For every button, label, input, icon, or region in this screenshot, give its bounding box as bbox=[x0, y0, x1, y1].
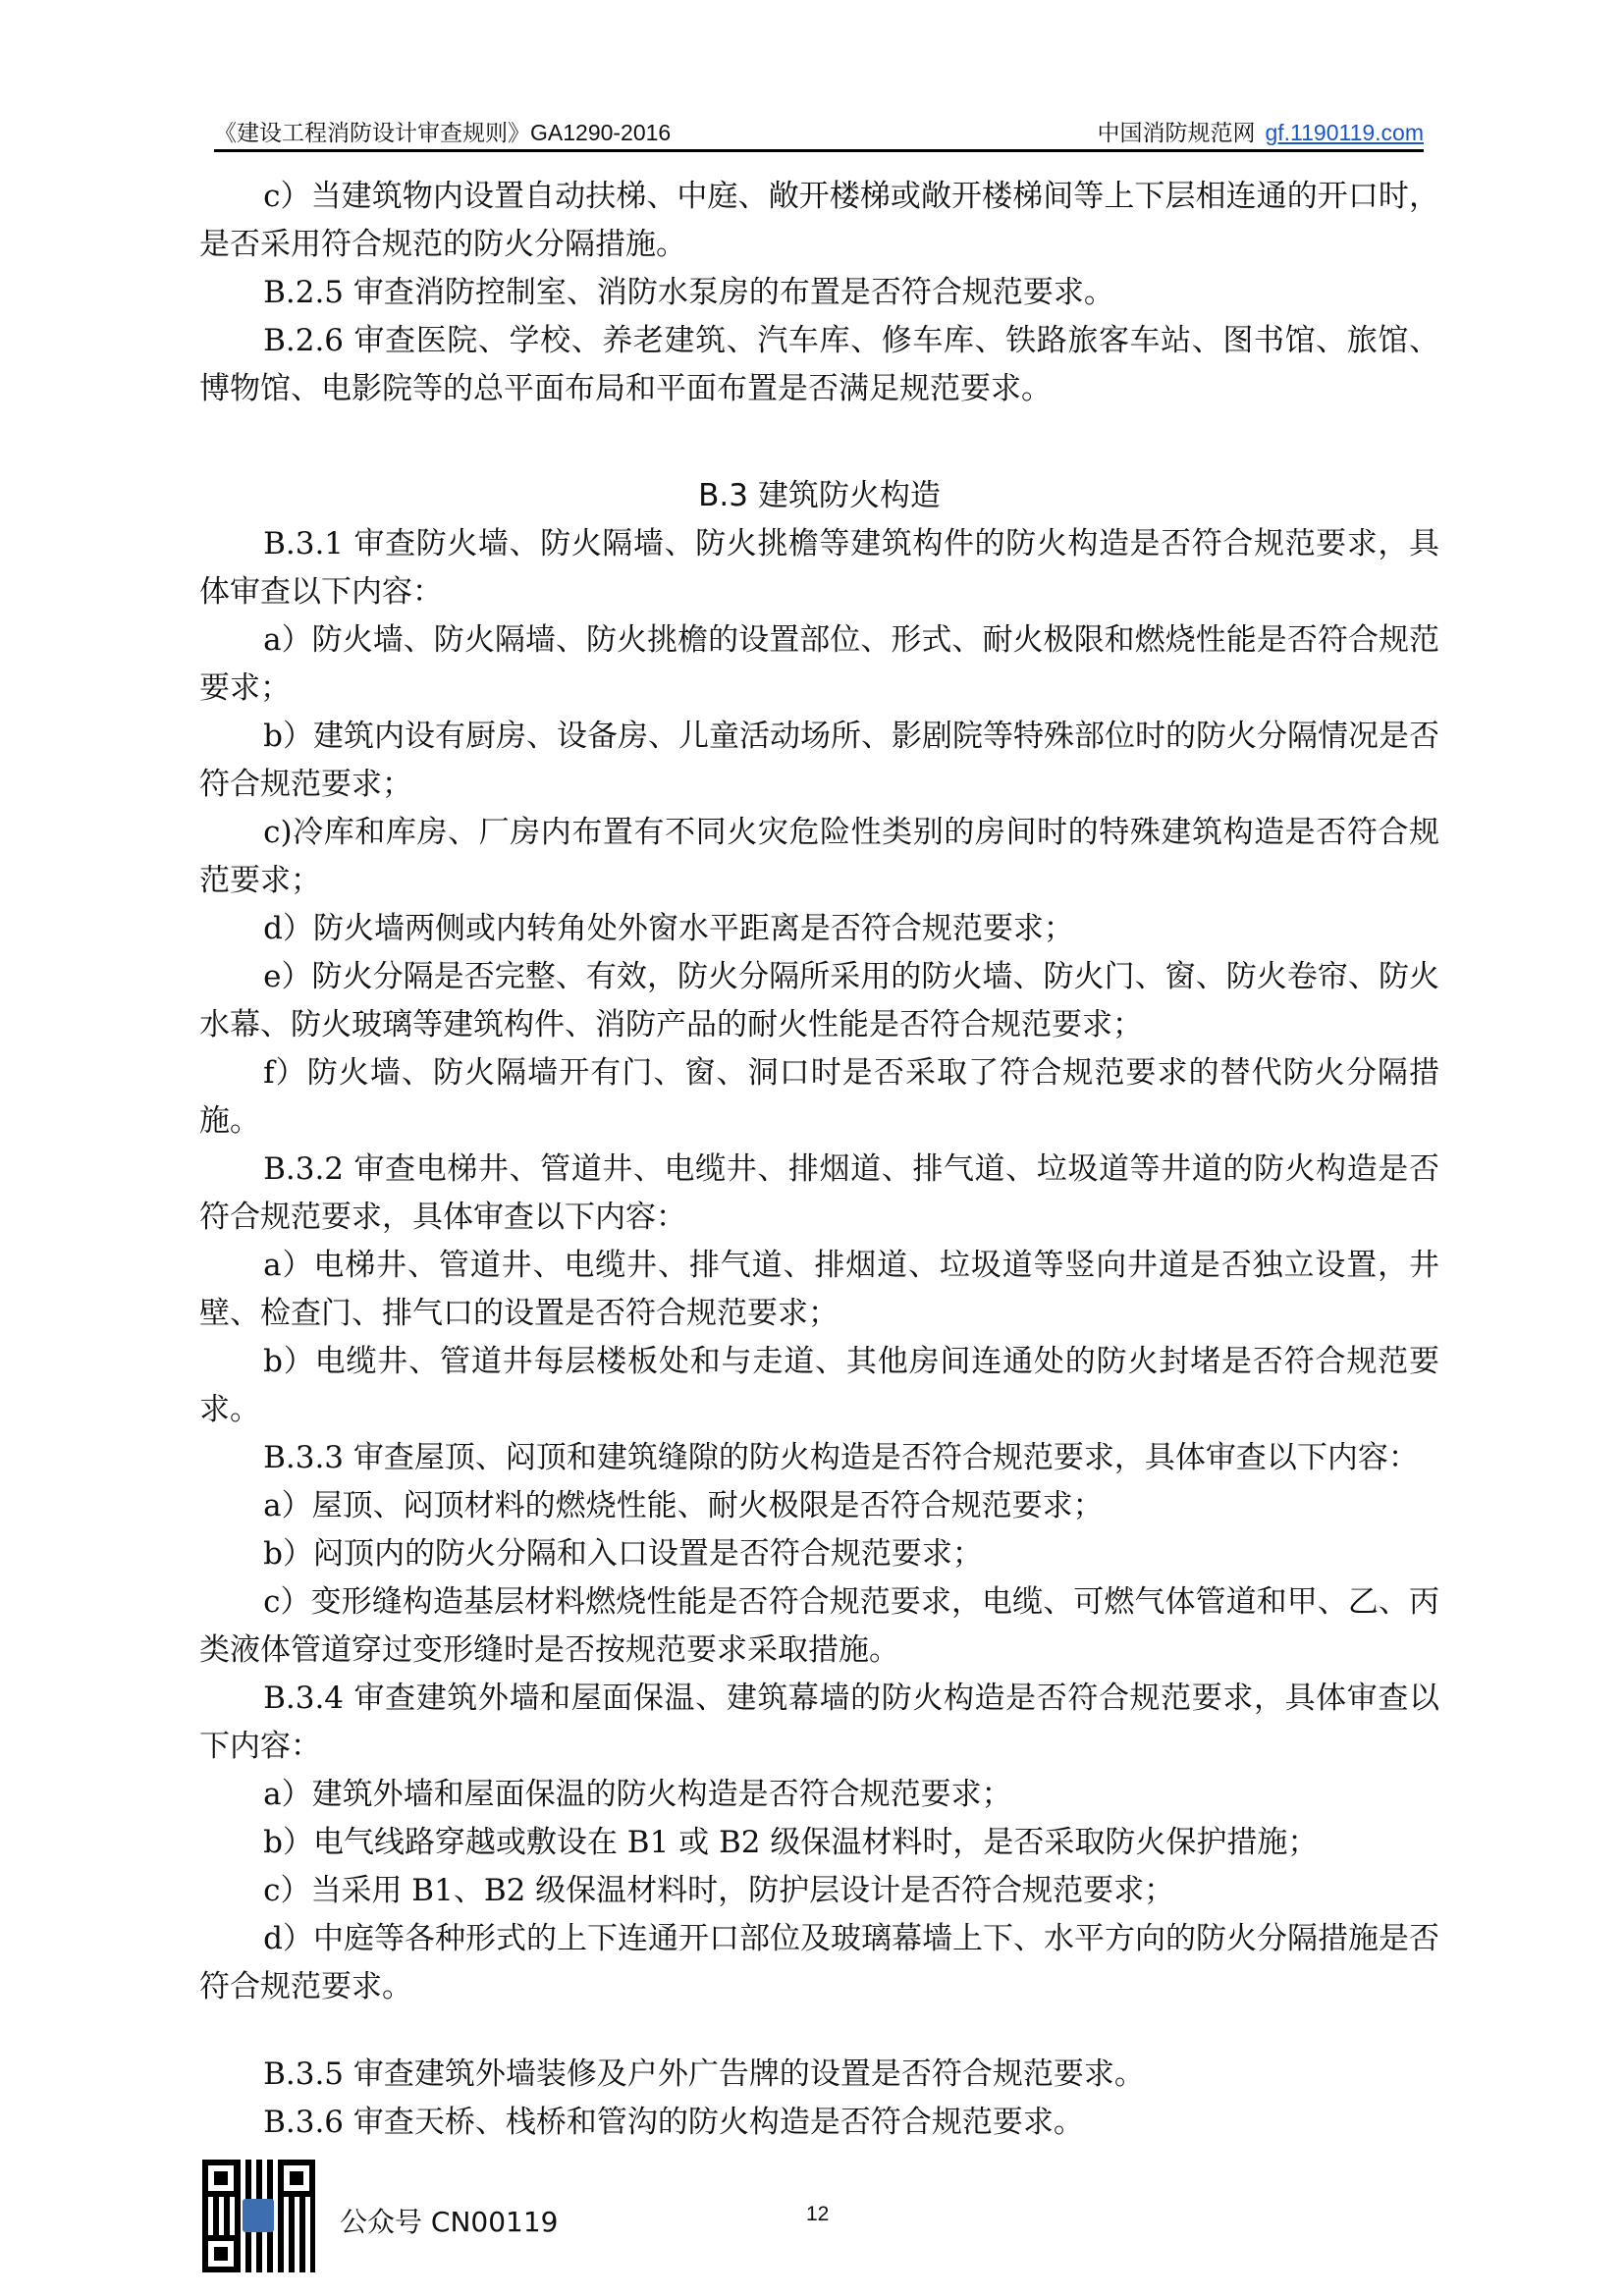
site-name: 中国消防规范网 bbox=[1097, 120, 1256, 145]
wechat-account: 公众号 CN00119 bbox=[340, 2206, 559, 2238]
paragraph: c）当采用 B1、B2 级保温材料时，防护层设计是否符合规范要求； bbox=[263, 1873, 1175, 1908]
paragraph: B.3.2 审查电梯井、管道井、电缆井、排烟道、排气道、垃圾道等井道的防火构造是否符合规范要求，具体审查以下内容： bbox=[199, 1151, 1439, 1235]
paragraph: b）电气线路穿越或敷设在 B1 或 B2 级保温材料时，是否采取防火保护措施； bbox=[263, 1825, 1319, 1860]
site-link[interactable]: gf.1190119.com bbox=[1265, 120, 1424, 145]
paragraph: B.3.3 审查屋顶、闷顶和建筑缝隙的防火构造是否符合规范要求，具体审查以下内容： bbox=[263, 1440, 1419, 1475]
document-body bbox=[199, 173, 1439, 2147]
paragraph: b）电缆井、管道井每层楼板处和与走道、其他房间连通处的防火封堵是否符合规范要求。 bbox=[199, 1344, 1439, 1427]
paragraph: a）防火墙、防火隔墙、防火挑檐的设置部位、形式、耐火极限和燃烧性能是否符合规范要求； bbox=[199, 622, 1439, 706]
qr-code-icon bbox=[202, 2160, 315, 2272]
paragraph: d）中庭等各种形式的上下连通开口部位及玻璃幕墙上下、水平方向的防火分隔措施是否符合规范要求。 bbox=[199, 1921, 1439, 2004]
paragraph: b）建筑内设有厨房、设备房、儿童活动场所、影剧院等特殊部位时的防火分隔情况是否符合规范要求； bbox=[199, 719, 1439, 802]
paragraph: B.3.4 审查建筑外墙和屋面保温、建筑幕墙的防火构造是否符合规范要求，具体审查以下内容： bbox=[199, 1681, 1439, 1764]
paragraph: a）屋顶、闷顶材料的燃烧性能、耐火极限是否符合规范要求； bbox=[263, 1488, 1104, 1523]
paragraph: B.3.6 审查天桥、栈桥和管沟的防火构造是否符合规范要求。 bbox=[263, 2105, 1084, 2140]
page-number: 12 bbox=[806, 2203, 830, 2225]
logo-icon bbox=[243, 2199, 274, 2232]
section-heading: B.3 建筑防火构造 bbox=[698, 478, 941, 513]
paragraph: a）建筑外墙和屋面保温的防火构造是否符合规范要求； bbox=[263, 1777, 1012, 1812]
page-footer bbox=[202, 2160, 1086, 2277]
paragraph: B.3.5 审查建筑外墙装修及户外广告牌的设置是否符合规范要求。 bbox=[263, 2056, 1145, 2092]
paragraph: a）电梯井、管道井、电缆井、排气道、排烟道、垃圾道等竖向井道是否独立设置，井壁、检查门、排气口的设置是否符合规范要求； bbox=[199, 1248, 1439, 1331]
paragraph: f）防火墙、防火隔墙开有门、窗、洞口时是否采取了符合规范要求的替代防火分隔措施。 bbox=[199, 1055, 1439, 1139]
paragraph: d）防火墙两侧或内转角处外窗水平距离是否符合规范要求； bbox=[263, 911, 1074, 946]
paragraph: B.3.1 审查防火墙、防火隔墙、防火挑檐等建筑构件的防火构造是否符合规范要求，具体审查以下内容： bbox=[199, 526, 1439, 610]
paragraph: c)冷库和库房、厂房内布置有不同火灾危险性类别的房间时的特殊建筑构造是否符合规范要求； bbox=[199, 815, 1439, 898]
paragraph: B.2.6 审查医院、学校、养老建筑、汽车库、修车库、铁路旅客车站、图书馆、旅馆、博物馆、电影院等的总平面布局和平面布置是否满足规范要求。 bbox=[199, 323, 1439, 406]
paragraph: e）防火分隔是否完整、有效，防火分隔所采用的防火墙、防火门、窗、防火卷帘、防火水幕、防火玻璃等建筑构件、消防产品的耐火性能是否符合规范要求； bbox=[199, 959, 1439, 1042]
paragraph: b）闷顶内的防火分隔和入口设置是否符合规范要求； bbox=[263, 1536, 983, 1572]
document-title: 《建设工程消防设计审查规则》GA1290-2016 bbox=[214, 120, 672, 145]
paragraph: c）变形缝构造基层材料燃烧性能是否符合规范要求，电缆、可燃气体管道和甲、乙、丙类液体管道穿过变形缝时是否按规范要求采取措施。 bbox=[199, 1584, 1439, 1668]
paragraph: B.2.5 审查消防控制室、消防水泵房的布置是否符合规范要求。 bbox=[263, 275, 1114, 310]
page-header bbox=[214, 116, 1424, 152]
site-info bbox=[1097, 115, 1424, 147]
paragraph: c）当建筑物内设置自动扶梯、中庭、敞开楼梯或敞开楼梯间等上下层相连通的开口时，是否采用符合规范的防火分隔措施。 bbox=[199, 179, 1439, 262]
blank-line bbox=[199, 2011, 1439, 2051]
